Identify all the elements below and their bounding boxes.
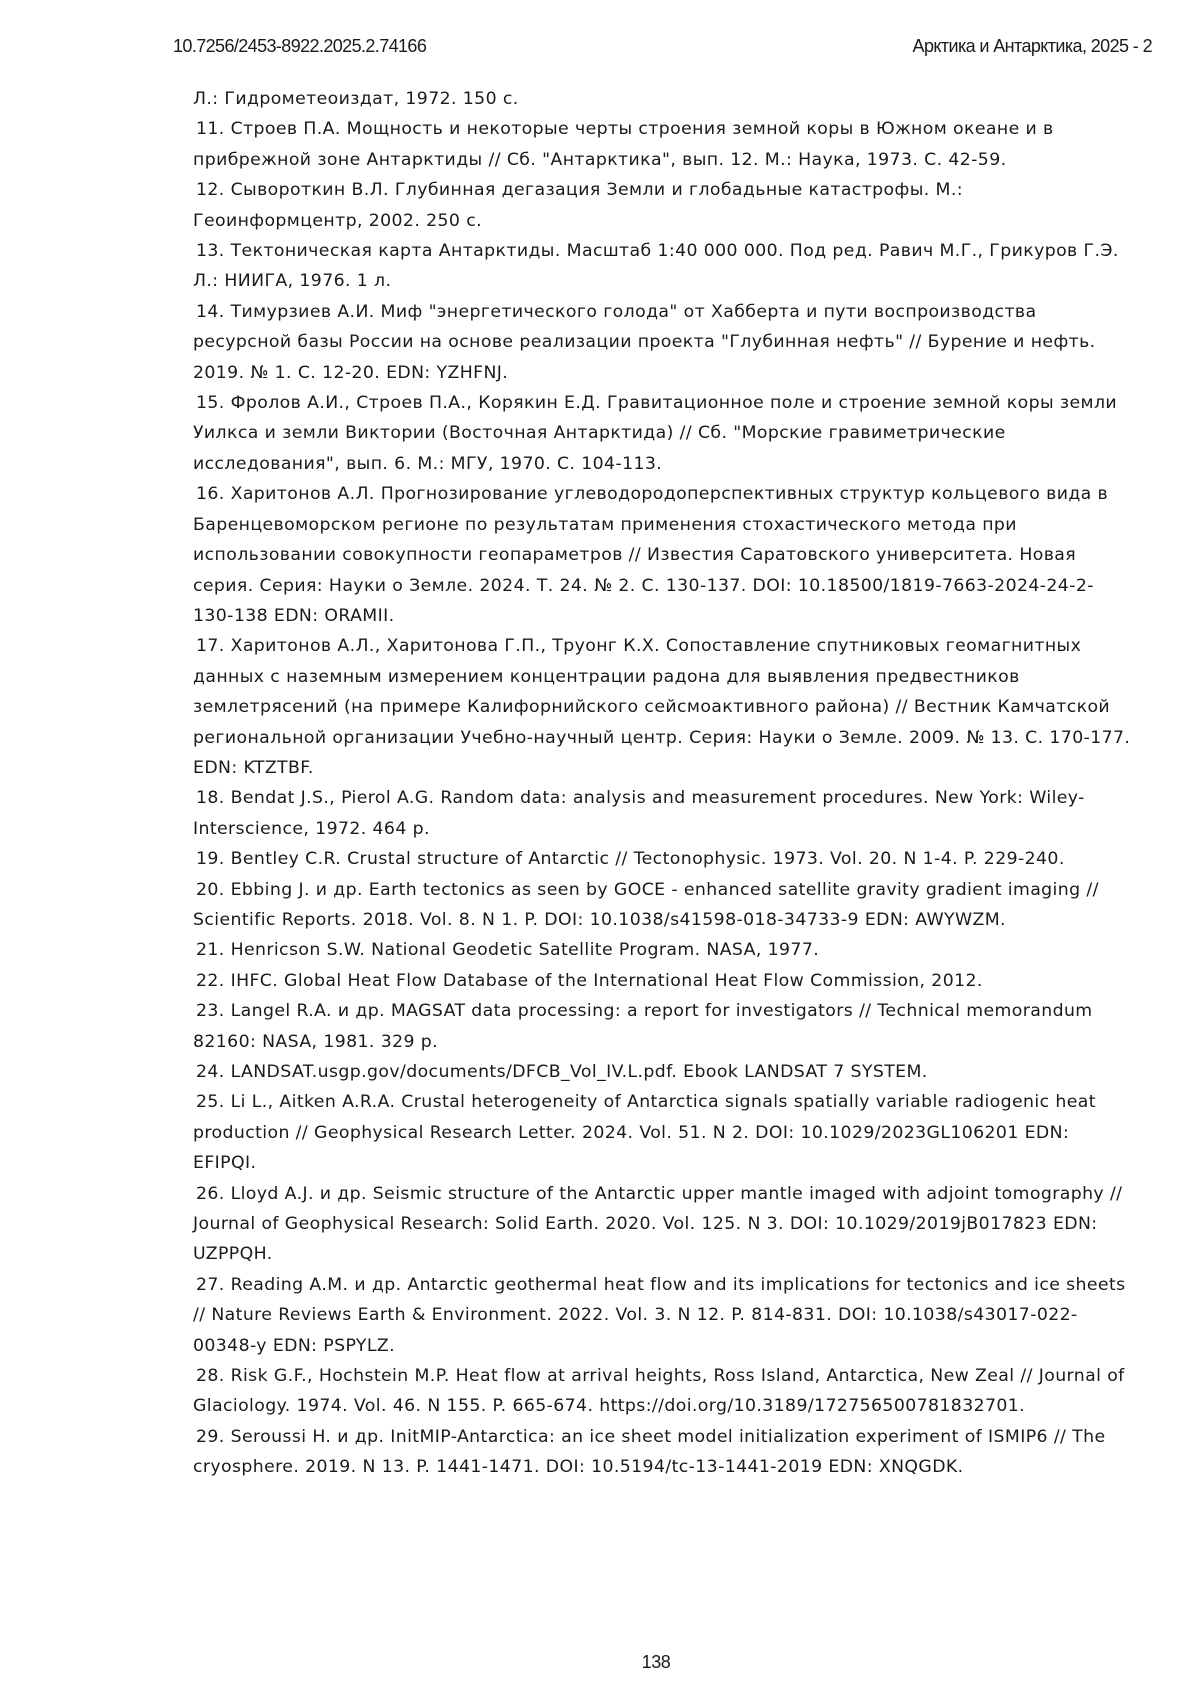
page-header <box>173 36 1152 62</box>
reference-13: 13. Тектоническая карта Антарктиды. Масштаб 1:40 000 000. Под ред. Равич М.Г., Грикуров Г.Э. Л.: НИИГА, 1976. 1 л. <box>193 241 1119 292</box>
reference-17: 17. Харитонов А.Л., Харитонова Г.П., Труонг К.Х. Сопоставление спутниковых геомагнитных данных с наземным измерением концентрации радона для выявления предвестников землетрясений (на примере Калифорнийского сейсмоактивного района) // Вестник Камчатской региональной организации Учебно-научный центр. Серия: Науки о Земле. 2009. № 13. С. 170-177. EDN: KTZTBF. <box>193 636 1131 778</box>
reference-15: 15. Фролов А.И., Строев П.А., Корякин Е.Д. Гравитационное поле и строение земной коры земли Уилкса и земли Виктории (Восточная Антарктида) // Сб. "Морские гравиметрические исследования", вып. 6. М.: МГУ, 1970. С. 104-113. <box>193 393 1118 474</box>
reference-19: 19. Bentley C.R. Crustal structure of Antarctic // Tectonophysic. 1973. Vol. 20. N 1-4. P. 229-240. <box>196 849 1065 870</box>
reference-21: 21. Henricson S.W. National Geodetic Satellite Program. NASA, 1977. <box>196 940 820 961</box>
journal-issue: Арктика и Антарктика, 2025 - 2 <box>912 36 1152 56</box>
reference-16: 16. Харитонов А.Л. Прогнозирование углеводородоперспективных структур кольцевого вида в Баренцевоморском регионе по результатам применения стохастического метода при использовании совокупности геопараметров // Известия Саратовского университета. Новая серия. Серия: Науки о Земле. 2024. Т. 24. № 2. С. 130-137. DOI: 10.18500/1819-7663-2024-24-2-130-138 EDN: ORAMII. <box>193 484 1109 626</box>
reference-20: 20. Ebbing J. и др. Earth tectonics as seen by GOCE - enhanced satellite gravity gradient imaging // Scientific Reports. 2018. Vol. 8. N 1. P. DOI: 10.1038/s41598-018-34733-9 EDN: AWYWZM. <box>193 879 1099 930</box>
reference-25: 25. Li L., Aitken A.R.A. Crustal heterogeneity of Antarctica signals spatially variable radiogenic heat production // Geophysical Research Letter. 2024. Vol. 51. N 2. DOI: 10.1029/2023GL106201 EDN: EFIPQI. <box>193 1092 1096 1174</box>
reference-18: 18. Bendat J.S., Pierol A.G. Random data: analysis and measurement procedures. New York: Wiley-Interscience, 1972. 464 p. <box>193 788 1085 839</box>
reference-list <box>193 84 1133 1483</box>
reference-14: 14. Тимурзиев А.И. Миф "энергетического голода" от Хабберта и пути воспроизводства ресурсной базы России на основе реализации проекта "Глубинная нефть" // Бурение и нефть. 2019. № 1. С. 12-20. EDN: YZHFNJ. <box>193 301 1096 383</box>
reference-27: 27. Reading A.M. и др. Antarctic geothermal heat flow and its implications for tectonics and ice sheets // Nature Reviews Earth & Environment. 2022. Vol. 3. N 12. P. 814-831. DOI: 10.1038/s43017-022-00348-y EDN: PSPYLZ. <box>193 1274 1126 1356</box>
reference-23: 23. Langel R.A. и др. MAGSAT data processing: a report for investigators // Technical memorandum 82160: NASA, 1981. 329 p. <box>193 1001 1093 1052</box>
page-number: 138 <box>641 1652 671 1672</box>
reference-continuation: Л.: Гидрометеоиздат, 1972. 150 с. <box>193 89 519 109</box>
reference-28: 28. Risk G.F., Hochstein M.P. Heat flow at arrival heights, Ross Island, Antarctica, New Zeal // Journal of Glaciology. 1974. Vol. 46. N 155. P. 665-674. https://doi.org/10.3189/172756500781832701. <box>193 1366 1125 1417</box>
reference-24: 24. LANDSAT.usgp.gov/documents/DFCB_Vol_IV.L.pdf. Ebook LANDSAT 7 SYSTEM. <box>196 1062 928 1082</box>
reference-29: 29. Seroussi H. и др. InitMIP-Antarctica: an ice sheet model initialization experiment of ISMIP6 // The cryosphere. 2019. N 13. P. 1441-1471. DOI: 10.5194/tc-13-1441-2019 EDN: XNQGDK. <box>193 1426 1106 1478</box>
reference-12: 12. Сывороткин В.Л. Глубинная дегазация Земли и глобадьные катастрофы. М.: Геоинформцентр, 2002. 250 с. <box>193 180 963 231</box>
article-doi: 10.7256/2453-8922.2025.2.74166 <box>173 36 427 56</box>
reference-11: 11. Строев П.А. Мощность и некоторые черты строения земной коры в Южном океане и в прибрежной зоне Антарктиды // Сб. "Антарктика", вып. 12. М.: Наука, 1973. С. 42-59. <box>193 119 1054 170</box>
reference-26: 26. Lloyd A.J. и др. Seismic structure of the Antarctic upper mantle imaged with adjoint tomography // Journal of Geophysical Research: Solid Earth. 2020. Vol. 125. N 3. DOI: 10.1029/2019jB017823 EDN: UZPPQH. <box>193 1183 1123 1265</box>
reference-22: 22. IHFC. Global Heat Flow Database of the International Heat Flow Commission, 2012. <box>196 970 983 991</box>
